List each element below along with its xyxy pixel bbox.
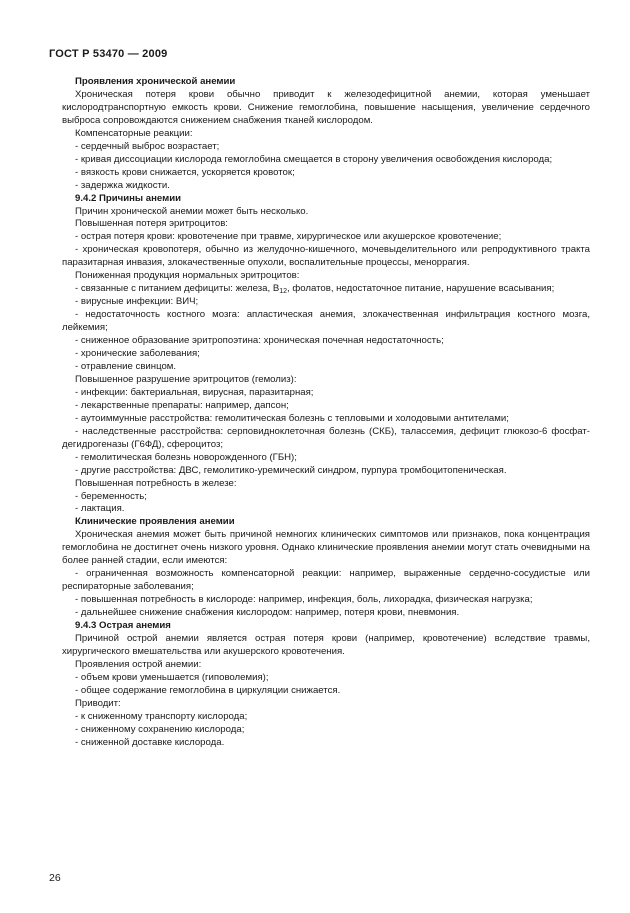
list-item: - вирусные инфекции: ВИЧ; [75, 296, 199, 308]
list-label: Повышенное разрушение эритроцитов (гемолиз): [75, 373, 297, 385]
list-item: - вязкость крови снижается, ускоряется кровоток; [75, 166, 295, 178]
list-label: Приводит: [75, 697, 121, 709]
section-heading-clinical: Клинические проявления анемии [75, 516, 235, 528]
list-item: - лактация. [75, 503, 125, 515]
list-label: Повышенная потребность в железе: [75, 477, 237, 489]
list-item: - наследственные расстройства: серповидноклеточная болезнь (СКБ), талассемия, дефицит глюкозо-6 фосфат-дегидрогеназы (Г6ФД), сфероцитоз; [62, 425, 590, 450]
item-text: , фолатов, недостаточное питание, нарушение всасывания; [287, 283, 555, 295]
list-item: - хроническая кровопотеря, обычно из желудочно-кишечного, мочевыделительного или репродуктивного тракта паразитарная инвазия, злокачественные опухоли, воспалительные процессы, меноррагия. [62, 244, 590, 269]
page-number: 26 [49, 872, 61, 884]
list-label: Компенсаторные реакции: [75, 127, 193, 139]
list-item: - сниженной доставке кислорода. [75, 736, 225, 748]
section-heading-acute: 9.4.3 Острая анемия [75, 620, 171, 632]
list-item: - отравление свинцом. [75, 360, 177, 372]
list-item: - сниженному сохранению кислорода; [75, 723, 245, 735]
list-item: - кривая диссоциации кислорода гемоглобина смещается в сторону увеличения освобождения кислорода; [75, 153, 553, 165]
section-heading-causes: 9.4.2 Причины анемии [75, 192, 182, 204]
list-item: - хронические заболевания; [75, 348, 200, 360]
document-body [62, 76, 590, 750]
paragraph: Хроническая анемия может быть причиной немногих клинических симптомов или признаков, пока концентрация гемоглобина не достигнет очень низкого уровня. Однако клинические проявления анемии могут стать очевидными на более ранней стадии, если имеются: [62, 529, 590, 567]
list-item: - дальнейшее снижение снабжения кислородом: например, потеря крови, пневмония. [75, 607, 460, 619]
list-item: - недостаточность костного мозга: апластическая анемия, злокачественная инфильтрация костного мозга, лейкемия; [62, 309, 590, 334]
list-item: - острая потеря крови: кровотечение при травме, хирургическое или акушерское кровотечение; [75, 231, 502, 243]
list-item: - гемолитическая болезнь новорожденного (ГБН); [75, 451, 297, 463]
list-item: - объем крови уменьшается (гиповолемия); [75, 671, 269, 683]
list-item: - задержка жидкости. [75, 179, 170, 191]
list-item: - к сниженному транспорту кислорода; [75, 710, 248, 722]
paragraph: Хроническая потеря крови обычно приводит к железодефицитной анемии, которая уменьшает кислородтранспортную емкость крови. Снижение гемоглобина, повышение насыщения, увеличение сердечного выброса сопровождаются снижением снабжения тканей кислородом. [62, 88, 590, 126]
section-heading-chronic: Проявления хронической анемии [75, 76, 236, 87]
paragraph: Причиной острой анемии является острая потеря крови (например, кровотечение) вследствие травмы, хирургического вмешательства или акушерского кровотечения. [62, 632, 590, 657]
list-item: - общее содержание гемоглобина в циркуляции снижается. [75, 684, 341, 696]
item-text: - связанные с питанием дефициты: железа, В [75, 283, 280, 295]
list-item: - ограниченная возможность компенсаторной реакции: например, выраженные сердечно-сосудистые или респираторные заболевания; [62, 568, 590, 593]
document-header: ГОСТ Р 53470 — 2009 [49, 48, 168, 60]
list-item: - лекарственные препараты: например, дапсон; [75, 399, 289, 411]
list-item: - беременность; [75, 490, 147, 502]
list-item: - повышенная потребность в кислороде: например, инфекция, боль, лихорадка, физическая нагрузка; [75, 594, 533, 606]
list-item: - другие расстройства: ДВС, гемолитико-уремический синдром, пурпура тромбоцитопеническая. [75, 464, 507, 476]
list-item [62, 283, 590, 296]
paragraph: Причин хронической анемии может быть несколько. [75, 205, 309, 217]
list-item: - сниженное образование эритропоэтина: хроническая почечная недостаточность; [75, 335, 444, 347]
subscript: 12 [279, 288, 288, 296]
list-item: - инфекции: бактериальная, вирусная, паразитарная; [75, 386, 314, 398]
list-item: - аутоиммунные расстройства: гемолитическая болезнь с тепловыми и холодовыми антителами; [75, 412, 509, 424]
list-item: - сердечный выброс возрастает; [75, 140, 220, 152]
list-label: Повышенная потеря эритроцитов: [75, 218, 228, 230]
list-label: Проявления острой анемии: [75, 658, 202, 670]
list-label: Пониженная продукция нормальных эритроцитов: [75, 270, 300, 282]
